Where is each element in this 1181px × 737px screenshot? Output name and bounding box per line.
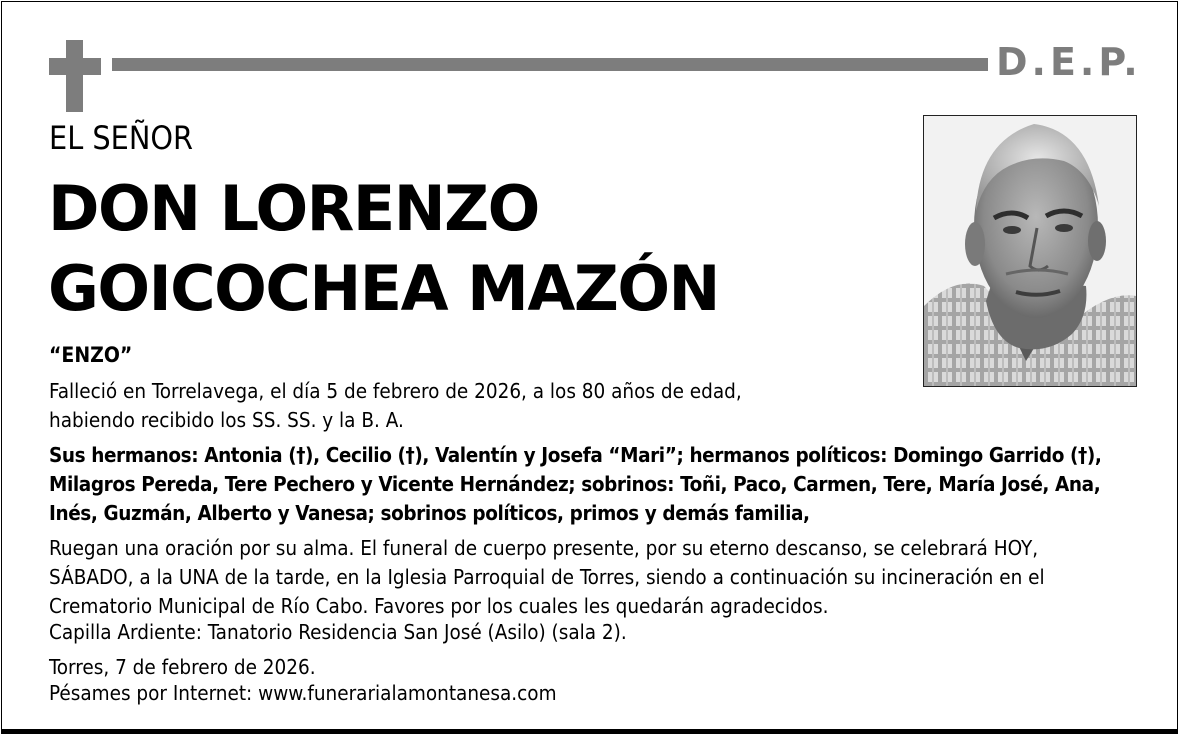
deceased-photo	[923, 115, 1137, 387]
family-line-1: Sus hermanos: Antonia (†), Cecilio (†), Valentín y Josefa “Mari”; hermanos políticos: Domingo Garrido (†),	[49, 443, 1102, 467]
condolences-link: Pésames por Internet: www.funerarialamontanesa.com	[49, 681, 557, 705]
name-line-1: DON LORENZO	[48, 172, 539, 245]
family-line-3: Inés, Guzmán, Alberto y Vanesa; sobrinos políticos, primos y demás familia,	[49, 501, 810, 525]
name-line-2: GOICOCHEA MAZÓN	[48, 252, 719, 325]
honorific-title: EL SEÑOR	[49, 119, 194, 157]
cross-icon	[49, 40, 101, 112]
death-info-line-1: Falleció en Torrelavega, el día 5 de febrero de 2026, a los 80 años de edad,	[49, 379, 742, 403]
family-line-2: Milagros Pereda, Tere Pechero y Vicente Hernández; sobrinos: Toñi, Paco, Carmen, Tere, María José, Ana,	[49, 472, 1101, 496]
place-date: Torres, 7 de febrero de 2026.	[49, 655, 316, 679]
deceased-name	[48, 169, 719, 329]
obituary-card	[1, 1, 1178, 734]
funeral-line-3: Crematorio Municipal de Río Cabo. Favores por los cuales les quedarán agradecidos.	[49, 594, 829, 618]
dep-label: D.E.P.	[996, 40, 1142, 84]
chapel-info: Capilla Ardiente: Tanatorio Residencia San José (Asilo) (sala 2).	[49, 620, 627, 644]
funeral-line-1: Ruegan una oración por su alma. El funeral de cuerpo presente, por su eterno descanso, se celebrará HOY,	[49, 536, 1039, 560]
death-info-line-2: habiendo recibido los SS. SS. y la B. A.	[49, 408, 404, 432]
header-rule	[112, 58, 988, 71]
portrait-image	[924, 116, 1136, 386]
nickname: “ENZO”	[49, 343, 133, 367]
funeral-line-2: SÁBADO, a la UNA de la tarde, en la Iglesia Parroquial de Torres, siendo a continuación su incineración en el	[49, 565, 1045, 589]
